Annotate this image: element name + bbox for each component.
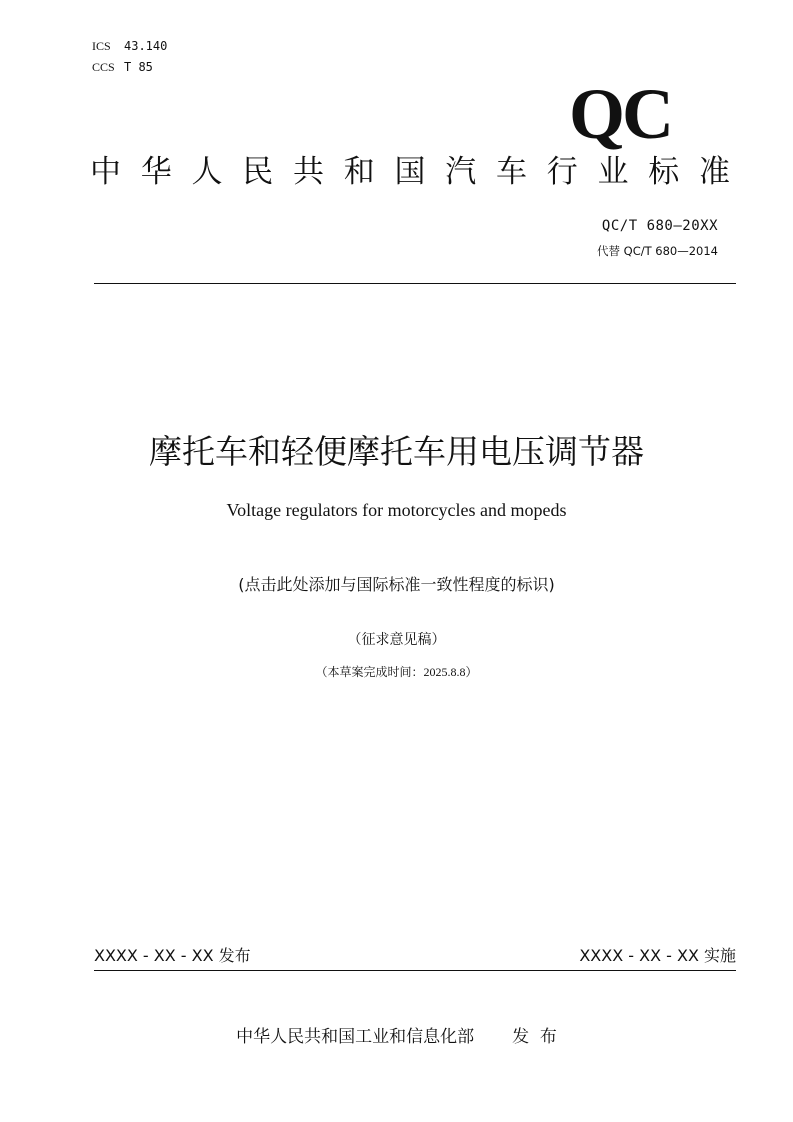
standard-title-char: 共: [293, 154, 324, 190]
standard-title-char: 准: [699, 154, 730, 190]
top-divider: [94, 283, 736, 284]
standard-title-char: 华: [140, 154, 172, 190]
document-title-zh: 摩托车和轻便摩托车用电压调节器: [149, 432, 644, 471]
issuer-name: 中华人民共和国工业和信息化部: [236, 1027, 475, 1047]
standard-title-char: 行: [546, 154, 578, 190]
issuer-line: [0, 1025, 793, 1049]
bottom-divider: [94, 970, 736, 971]
standard-title-char: 民: [242, 154, 274, 190]
implement-date: XXXX - XX - XX 实施: [579, 946, 736, 965]
standard-title-char: 车: [496, 154, 527, 190]
publish-date: XXXX - XX - XX 发布: [94, 946, 251, 965]
standard-number: QC/T 680—20XX: [601, 218, 718, 234]
issue-action: 发 布: [512, 1027, 557, 1047]
standard-title-char: 国: [394, 154, 426, 190]
standard-title-char: 人: [191, 154, 223, 190]
standard-title-char: 标: [648, 154, 680, 190]
ics-value: 43.140: [124, 39, 168, 53]
qc-logo: QC: [569, 74, 671, 154]
replaces-standard: 代替 QC/T 680—2014: [596, 244, 718, 258]
ccs-code: [92, 60, 153, 75]
standard-title-char: 汽: [445, 154, 477, 190]
standard-category-title: [90, 150, 730, 194]
ics-label: ICS: [92, 39, 111, 53]
standard-title-char: 中: [90, 154, 121, 190]
standard-title-char: 业: [597, 154, 629, 190]
draft-type: （征求意见稿）: [347, 633, 446, 648]
ccs-label: CCS: [92, 60, 115, 74]
ccs-value: T 85: [124, 60, 153, 74]
document-title-en: Voltage regulators for motorcycles and mopeds: [226, 500, 567, 520]
draft-completion-date: （本草案完成时间：2025.8.8）: [315, 665, 478, 679]
consistency-note[interactable]: (点击此处添加与国际标准一致性程度的标识): [238, 575, 555, 594]
standard-title-char: 和: [343, 154, 375, 190]
ics-code: [92, 39, 167, 54]
